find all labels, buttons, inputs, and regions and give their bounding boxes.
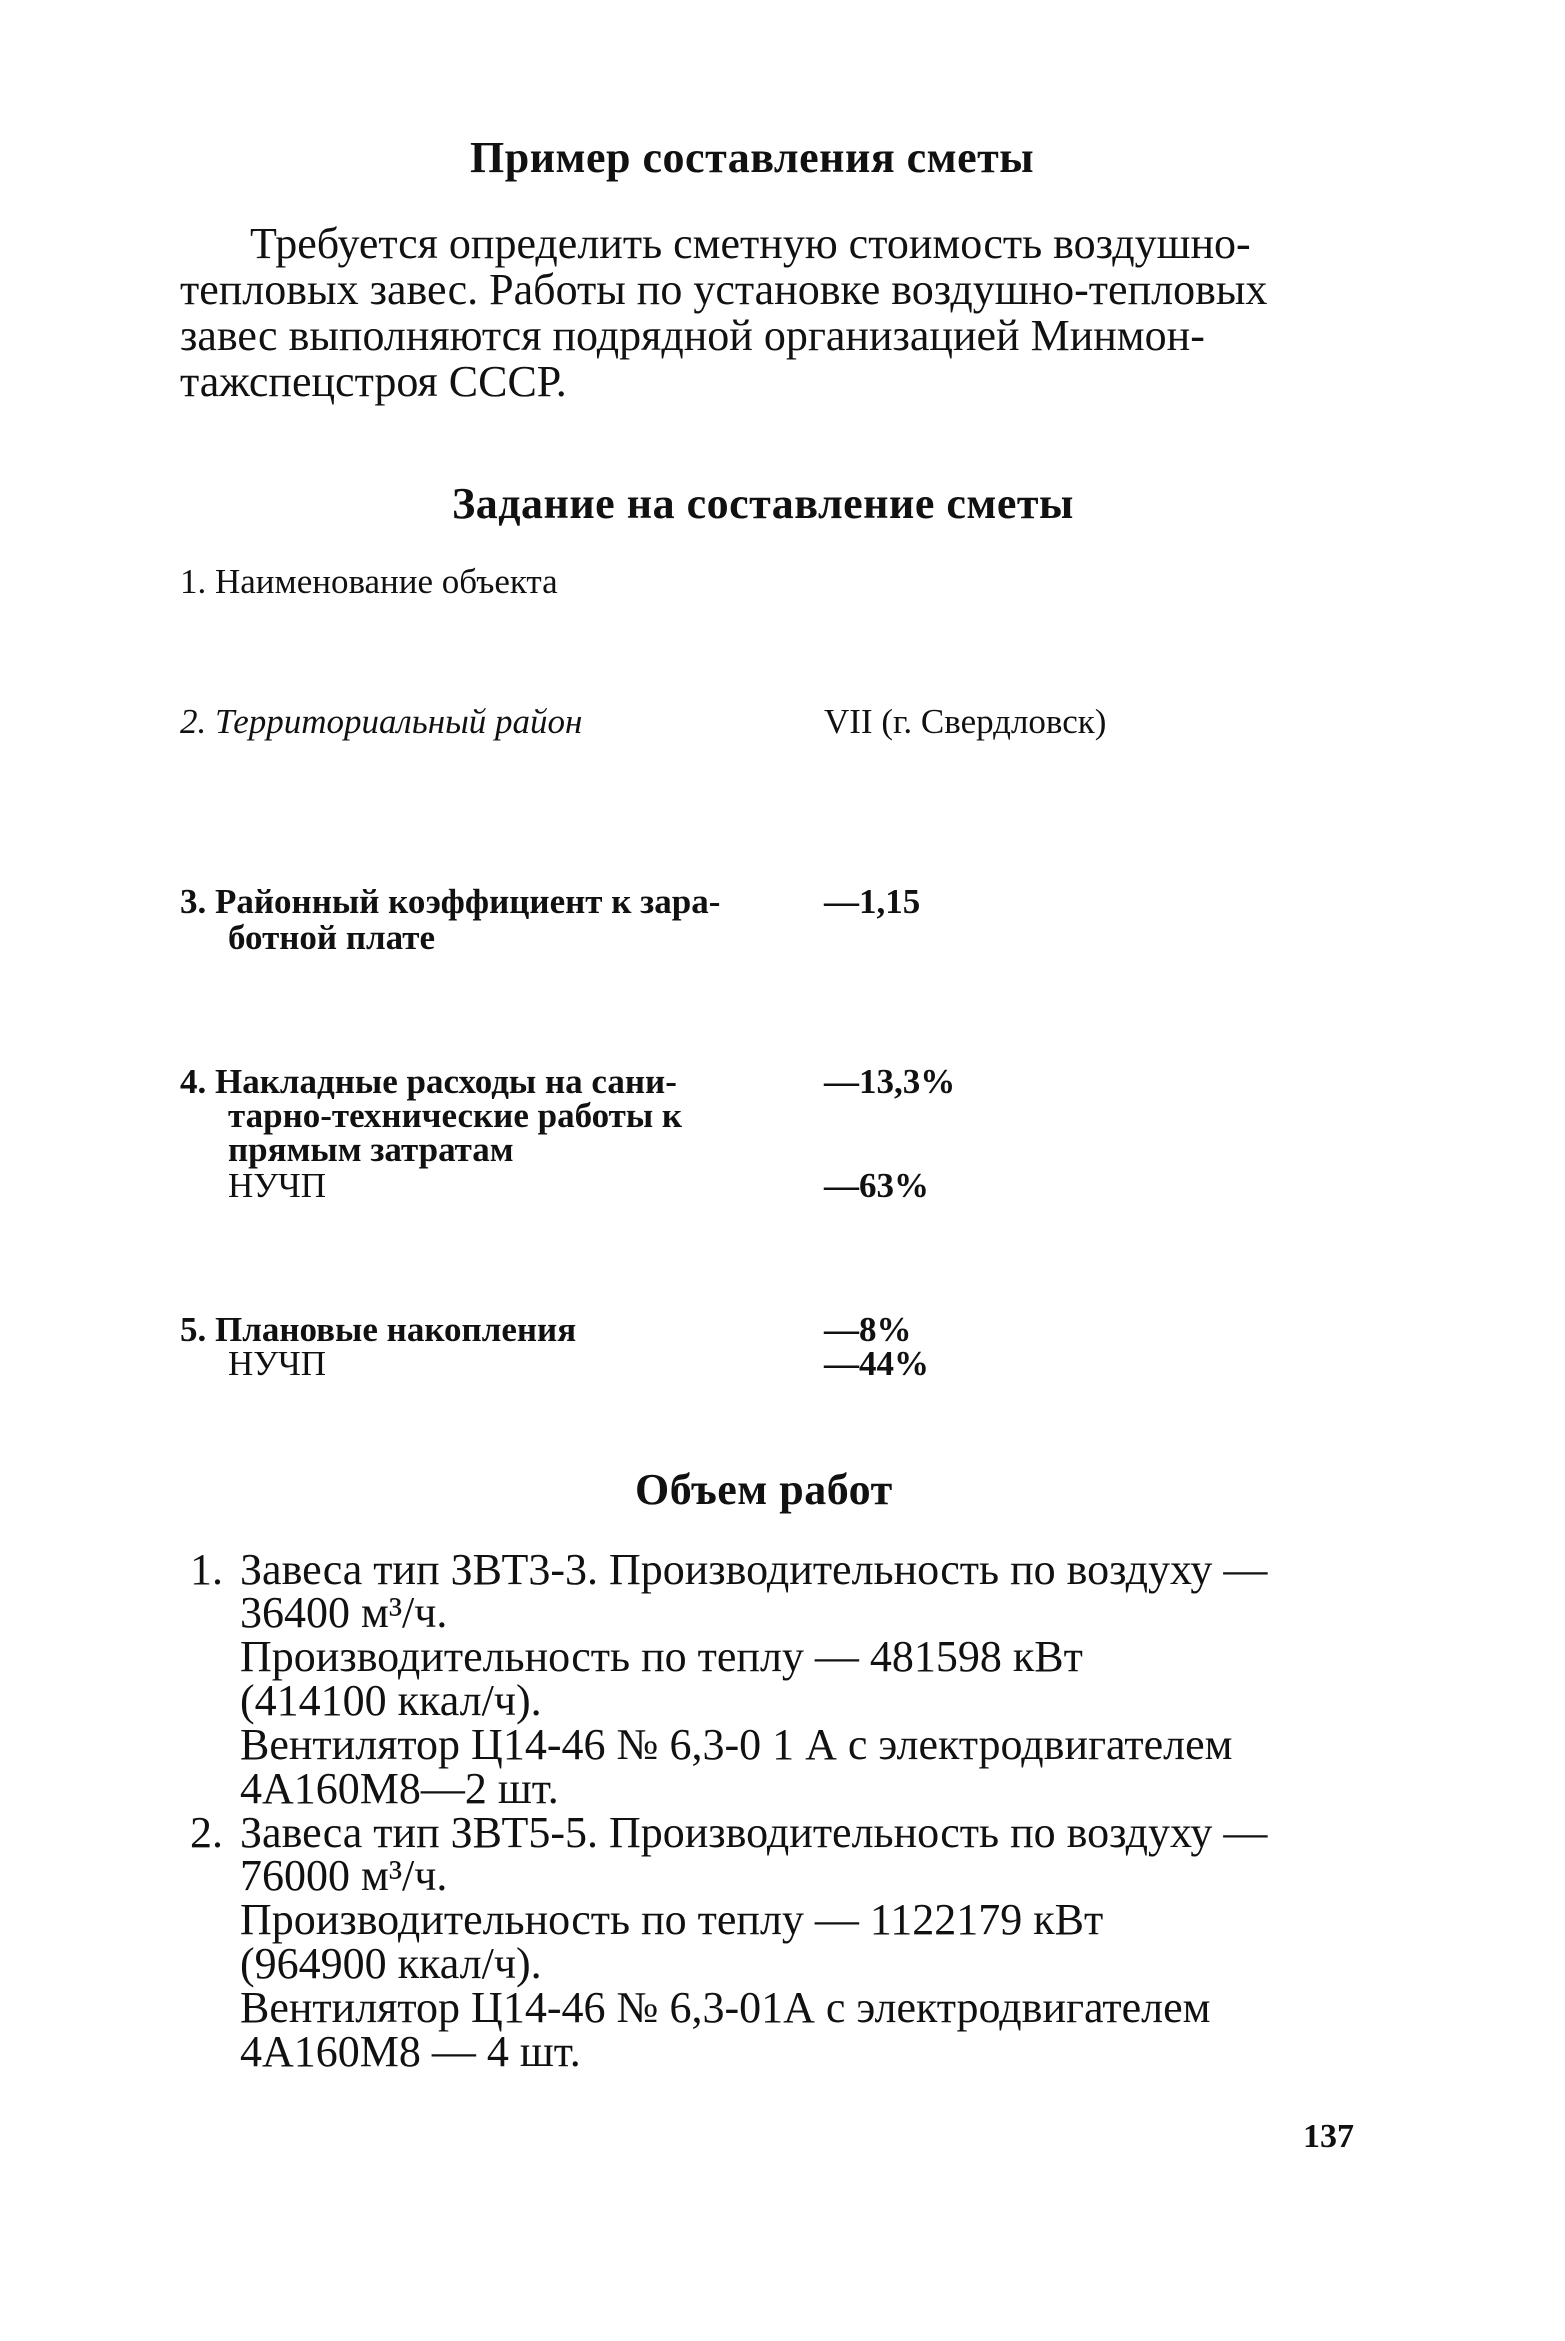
volume-item-2-line-4: (964900 ккал/ч). bbox=[240, 1939, 542, 1988]
section-heading-volume: Объем работ bbox=[635, 1465, 893, 1514]
volume-item-1-line-1: Завеса тип ЗВТ3-3. Производительность по воздуху — bbox=[240, 1545, 1268, 1594]
task-item-region: 2. Территориальный район bbox=[180, 702, 583, 741]
volume-item-1-line-5: Вентилятор Ц14-46 № 6,3-0 1 А с электродвигателем bbox=[240, 1720, 1233, 1769]
task-item-coefficient-line-1: 3. Районный коэффициент к зара- bbox=[180, 882, 721, 921]
volume-item-1-line-6: 4А160М8—2 шт. bbox=[240, 1764, 559, 1813]
volume-item-1-line-2: 36400 м³/ч. bbox=[240, 1588, 448, 1637]
section-heading-task: Задание на составление сметы bbox=[452, 479, 1074, 528]
task-value-overhead: —13,3% bbox=[824, 1062, 956, 1101]
volume-item-2-line-5: Вентилятор Ц14-46 № 6,3-01А с электродвигателем bbox=[240, 1983, 1211, 2032]
volume-item-2-line-2: 76000 м³/ч. bbox=[240, 1851, 448, 1900]
task-value-region: VII (г. Свердловск) bbox=[824, 702, 1107, 741]
task-value-overhead-nuchp: —63% bbox=[824, 1166, 929, 1205]
volume-item-1-line-4: (414100 ккал/ч). bbox=[240, 1676, 542, 1725]
intro-line-2: тепловых завес. Работы по установке воздушно-тепловых bbox=[180, 265, 1268, 314]
volume-item-2-line-6: 4А160М8 — 4 шт. bbox=[240, 2027, 581, 2076]
intro-line-3: завес выполняются подрядной организацией Минмон- bbox=[180, 311, 1205, 360]
task-item-savings-line-2: НУЧП bbox=[228, 1344, 327, 1383]
task-item-savings-line-1: 5. Плановые накопления bbox=[180, 1310, 577, 1349]
task-item-overhead-line-2: тарно-технические работы к bbox=[228, 1096, 683, 1135]
task-item-coefficient-line-2: ботной плате bbox=[228, 918, 435, 957]
task-value-savings: —8% bbox=[824, 1310, 912, 1349]
volume-item-2-line-3: Производительность по теплу — 1122179 кВт bbox=[240, 1895, 1104, 1944]
task-item-object: 1. Наименование объекта bbox=[180, 562, 558, 601]
task-item-overhead-line-4: НУЧП bbox=[228, 1166, 327, 1205]
section-heading-example: Пример составления сметы bbox=[470, 133, 1035, 182]
volume-item-2-line-1: Завеса тип ЗВТ5-5. Производительность по воздуху — bbox=[240, 1808, 1268, 1857]
page-number: 137 bbox=[1303, 2118, 1354, 2155]
intro-line-1: Требуется определить сметную стоимость воздушно- bbox=[250, 219, 1251, 268]
volume-item-1-line-3: Производительность по теплу — 481598 кВт bbox=[240, 1632, 1083, 1681]
volume-item-1-number: 1. bbox=[190, 1545, 223, 1594]
task-value-coefficient: —1,15 bbox=[824, 882, 921, 921]
task-value-savings-nuchp: —44% bbox=[824, 1344, 929, 1383]
task-item-overhead-line-3: прямым затратам bbox=[228, 1130, 514, 1169]
volume-item-2-number: 2. bbox=[190, 1808, 223, 1857]
intro-line-4: тажспецстроя СССР. bbox=[180, 357, 567, 406]
task-item-overhead-line-1: 4. Накладные расходы на сани- bbox=[180, 1062, 677, 1101]
